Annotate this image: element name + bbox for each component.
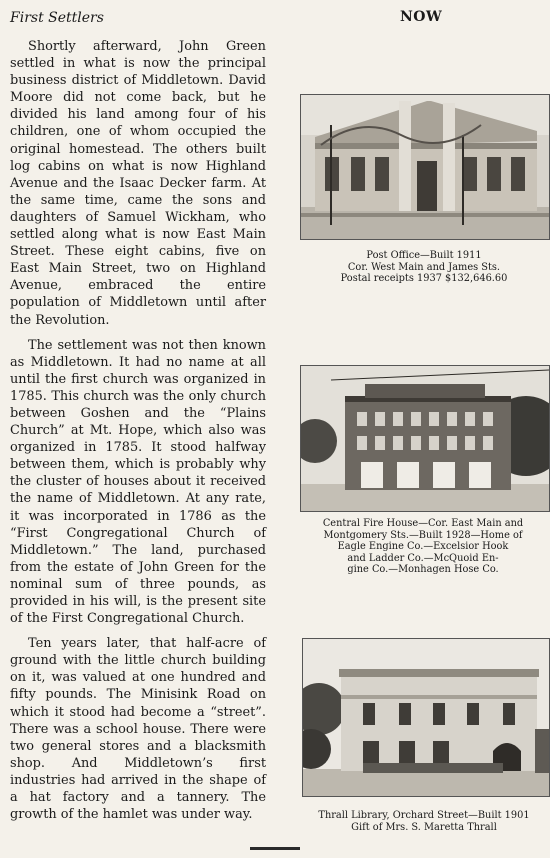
fire-house-photo (300, 365, 550, 512)
caption-line: Postal receipts 1937 $132,646.60 (340, 273, 508, 284)
caption-line: Thrall Library, Orchard Street—Built 1901 (318, 810, 530, 821)
library-photo (302, 638, 550, 797)
caption-line: Montgomery Sts.—Built 1928—Home of (323, 529, 523, 541)
post-office-photo (300, 94, 550, 240)
caption-line: gine Co.—Monhagen Hose Co. (347, 564, 499, 575)
fire-house-illustration (301, 366, 549, 511)
caption-line: and Ladder Co.—McQuoid En- (347, 552, 499, 564)
paragraph-3: Ten years later, that half-acre of ground with the little church building on it, was valued at one hundred and fifty pounds. The Minisink Road on which it stood had become a “street”. There was a school house. There were two general stores and a blacksmith shop. And Middletown’s first industries had arrived in the shape of a hat factory and a tannery. The growth of the hamlet was under way. (10, 636, 266, 823)
paragraph-2: The settlement was not then known as Middletown. It had no name at all until the first church was organized in 1785. This church was the only church between Goshen and the “Plains Church” at Mt. Hope, which also was organized in 1785. It stood halfway between them, which is probably why the cluster of houses about it received the name of Middletown. At any rate, it was incorporated in 1786 as the “First Congregational Church of Middletown.” The land, purchased from the estate of John Green for the nominal sum of three pounds, as provided in his will, is the present site of the First Congregational Church. (10, 337, 266, 627)
caption-line: Post Office—Built 1911 (366, 250, 482, 261)
library-caption (298, 810, 550, 833)
section-heading-now: NOW (400, 9, 443, 25)
caption-line: Gift of Mrs. S. Maretta Thrall (351, 821, 497, 833)
page-number-fragment (250, 847, 300, 858)
body-text-column (10, 38, 266, 831)
paragraph-1: Shortly afterward, John Green settled in what is now the principal business district of Middletown. David Moore did not come back, but he divided his land among four of his children, one of whom occupied the original homestead. The others built log cabins on what is now Highland Avenue and the Isaac Decker farm. At the same time, came the sons and daughters of Samuel Wickham, who settled along what is now East Main Street. These eight cabins, five on East Main Street, two on Highland Avenue, embraced the entire population of Middletown until after the Revolution. (10, 39, 266, 328)
running-header-title: First Settlers (10, 10, 104, 26)
fire-house-caption (296, 518, 550, 576)
post-office-illustration (301, 95, 549, 239)
caption-line: Cor. West Main and James Sts. (347, 261, 501, 273)
library-illustration (303, 639, 549, 796)
caption-line: Central Fire House—Cor. East Main and (322, 518, 524, 529)
post-office-caption (300, 250, 548, 285)
caption-line: Eagle Engine Co.—Excelsior Hook (337, 541, 509, 552)
